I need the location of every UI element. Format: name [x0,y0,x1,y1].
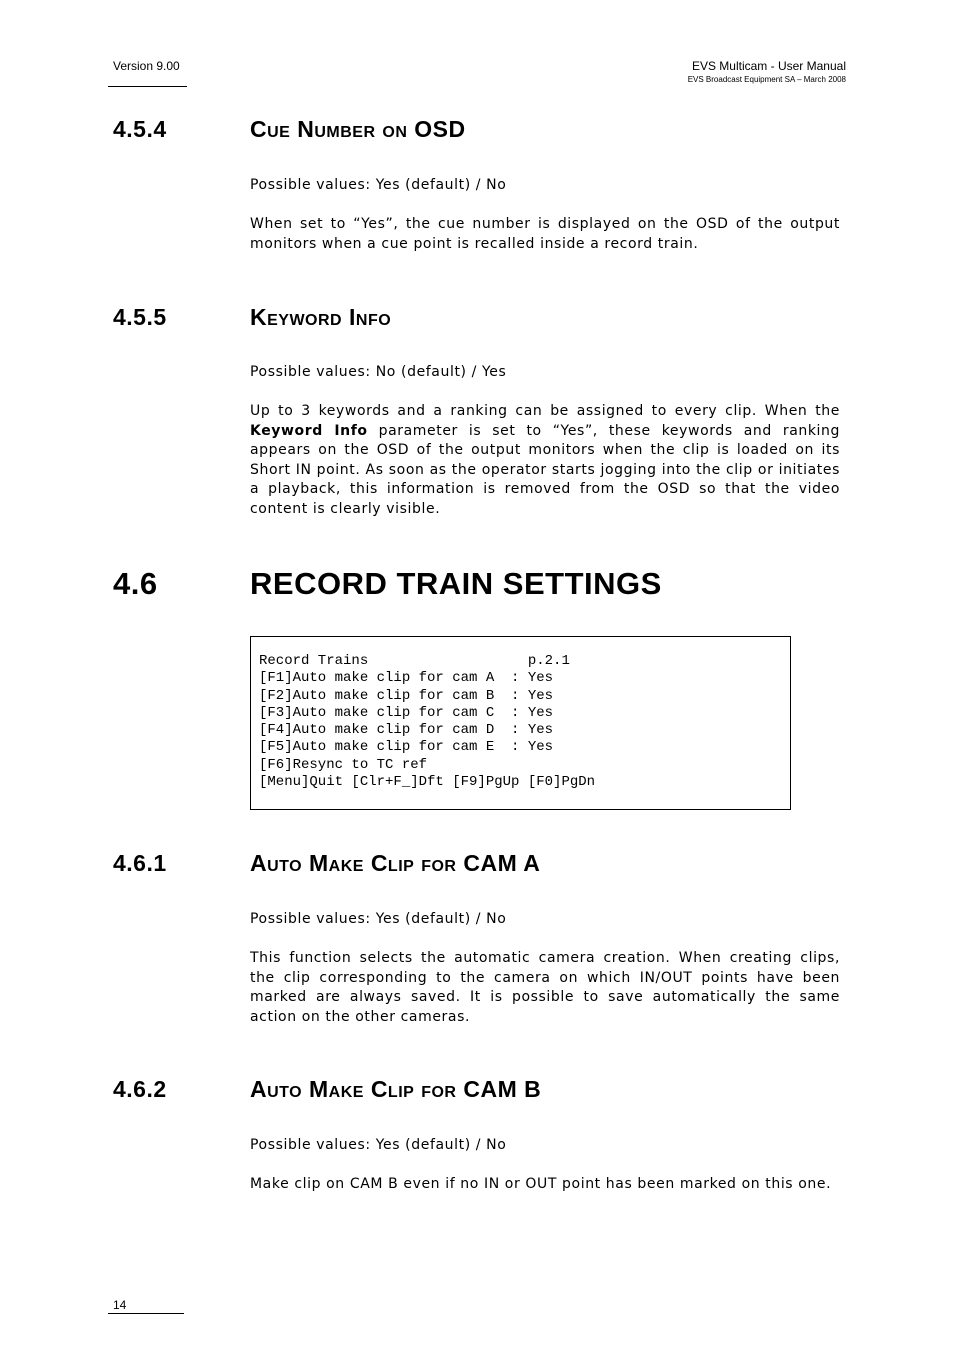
screen-line: [F1]Auto make clip for cam A : Yes [259,670,554,687]
header-right [688,59,846,85]
section-4-5-5-body [250,402,840,519]
section-4-6-1-values: Possible values: Yes (default) / No [250,911,507,927]
screen-line: [F6]Resync to TC ref [259,756,428,773]
body-text: parameter is set to “Yes”, these keywords and ranking appears on the OSD of the output monitors when the clip is loaded on its Short IN point. As soon as the operator starts jogging into the clip or initiates a playback, this information is removed from the OSD so that the video content is clearly visible. [250,422,840,517]
screen-line: [Menu]Quit [Clr+F_]Dft [F9]PgUp [F0]PgDn [259,774,596,791]
section-title: Auto Make Clip for CAM A [250,850,541,876]
screen-line: Record Trains p.2.1 [259,653,570,669]
header-rule [108,86,187,87]
header-version: Version 9.00 [113,59,180,73]
section-title: Auto Make Clip for CAM B [250,1076,542,1102]
screen-line: [F2]Auto make clip for cam B : Yes [259,687,554,704]
record-trains-screen [250,636,791,810]
screen-line: [F3]Auto make clip for cam C : Yes [259,704,554,721]
screen-line: [F5]Auto make clip for cam E : Yes [259,739,554,756]
section-number: 4.5.5 [113,304,167,330]
keyword-info-term: Keyword Info [250,422,368,439]
footer-rule [108,1313,184,1314]
header-subtitle: EVS Broadcast Equipment SA – March 2008 [687,75,846,84]
section-4-5-5-values: Possible values: No (default) / Yes [250,364,507,380]
page-number: 14 [113,1298,127,1312]
section-4-5-4-heading [113,116,466,143]
section-4-6-2-body: Make clip on CAM B even if no IN or OUT point has been marked on this one. [250,1176,832,1192]
section-4-5-4-values: Possible values: Yes (default) / No [250,177,507,193]
section-title: Cue Number on OSD [250,116,466,142]
section-4-6-1-body: This function selects the automatic camera creation. When creating clips, the clip corresponding to the camera on which IN/OUT points have been marked are always saved. It is possible to save automatically the same action on the other cameras. [250,950,840,1025]
section-4-6-heading [113,566,662,602]
screen-text [259,653,595,791]
section-title: RECORD TRAIN SETTINGS [250,566,662,601]
section-4-6-2-values: Possible values: Yes (default) / No [250,1137,507,1153]
section-4-6-2-heading [113,1076,541,1103]
screen-line: [F4]Auto make clip for cam D : Yes [259,722,554,739]
section-number: 4.6 [113,566,158,601]
section-4-6-1-heading [113,850,540,877]
section-number: 4.6.2 [113,1076,167,1102]
body-text: Up to 3 keywords and a ranking can be assigned to every clip. When the [250,403,840,419]
section-4-5-5-heading [113,304,391,331]
section-number: 4.6.1 [113,850,167,876]
section-title: Keyword Info [250,304,392,330]
section-4-5-4-body: When set to “Yes”, the cue number is displayed on the OSD of the output monitors when a cue point is recalled inside a record train. [250,216,840,252]
header-title: EVS Multicam - User Manual [691,59,846,73]
section-number: 4.5.4 [113,116,167,142]
